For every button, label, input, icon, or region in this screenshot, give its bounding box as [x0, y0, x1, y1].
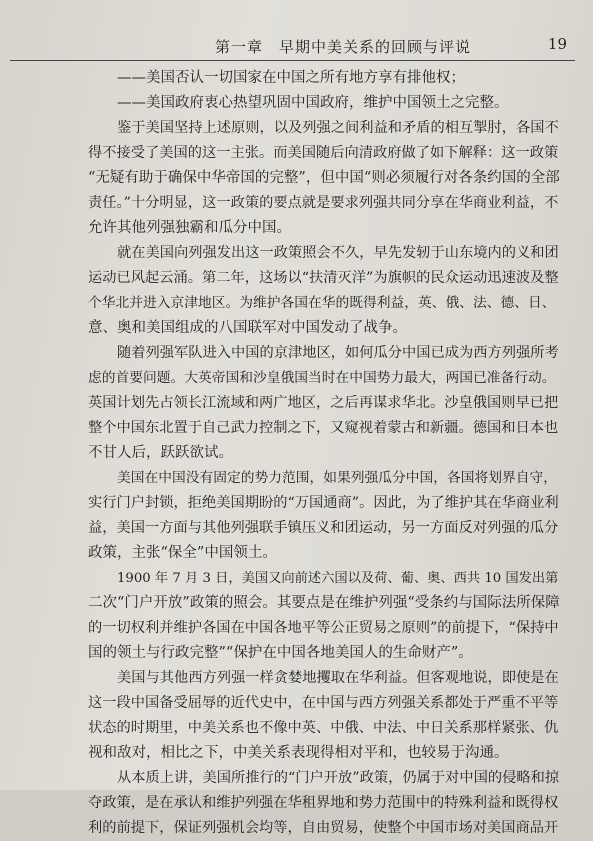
chapter-title: 第一章 早期中美关系的回顾与评说: [215, 38, 472, 56]
text-line: 的一切权利并维护各国在中国各地平等公正贸易之原则”的前提下，“保持中: [88, 620, 559, 636]
text-line: 夺政策，是在承认和维护列强在华租界地和势力范围中的特殊利益和既得权: [88, 795, 559, 811]
text-line: 允许其他列强独霸和瓜分中国。: [88, 220, 291, 236]
text-line: 益，美国一方面与其他列强联手镇压义和团运动，另一方面反对列强的瓜分: [88, 520, 559, 536]
text-line: 1900 年 7 月 3 日，美国又向前述六国以及荷、葡、奥、西共 10 国发出第: [117, 571, 559, 586]
body-text: [88, 66, 563, 841]
text-line: ——美国政府衷心热望巩固中国政府，维护中国领土之完整。: [117, 95, 509, 111]
text-line: 美国在中国没有固定的势力范围，如果列强瓜分中国，各国将划界自守，: [117, 470, 558, 486]
text-line: 英国计划先占领长江流域和两广地区，之后再谋求华北。沙皇俄国则早已把: [88, 395, 559, 411]
text-line: 个华北并进入京津地区。为维护各国在华的既得利益，英、俄、法、德、日、: [88, 295, 556, 311]
text-line: ——美国否认一切国家在中国之所有地方享有排他权；: [117, 70, 465, 86]
text-line: 国的领土与行政完整”“保护在中国各地美国人的生命财产”。: [88, 645, 473, 661]
text-line: 鉴于美国坚持上述原则，以及列强之间利益和矛盾的相互掣肘，各国不: [117, 120, 559, 136]
text-line: 不甘人后，跃跃欲试。: [88, 445, 233, 461]
text-line: 虑的首要问题。大英帝国和沙皇俄国当时在中国势力最大，两国已准备行动。: [88, 370, 556, 386]
text-line: 从本质上讲，美国所推行的“门户开放”政策，仍属于对中国的侵略和掠: [117, 770, 560, 786]
text-line: 政策，主张“保全”中国领土。: [88, 545, 277, 561]
text-line: 状态的时期里，中美关系也不像中英、中俄、中法、中日关系那样紧张、仇: [88, 720, 559, 736]
text-line: 随着列强军队进入中国的京津地区，如何瓜分中国已成为西方列强所考: [117, 345, 559, 361]
text-line: 责任。”十分明显，这一政策的要点就是要求列强共同分享在华商业利益，不: [88, 195, 559, 211]
text-line: 得不接受了美国的这一主张。而美国随后向清政府做了如下解释：这一政策: [88, 145, 559, 161]
text-line: 视和敌对，相比之下，中美关系表现得相对平和，也较易于沟通。: [88, 745, 509, 761]
text-line: 这一段中国备受屈辱的近代史中，在中国与西方列强关系都处于严重不平等: [88, 695, 559, 711]
text-line: “无疑有助于确保中华帝国的完整”，但中国“则必须履行对各条约国的全部: [88, 170, 560, 186]
text-line: 整个中国东北置于自己武力控制之下，又窥视着蒙古和新疆。德国和日本也: [88, 420, 559, 436]
text-line: 二次“门户开放”政策的照会。其要点是在维护列强“受条约与国际法所保障: [88, 595, 560, 611]
text-line: 美国与其他西方列强一样贪婪地攫取在华利益。但客观地说，即使是在: [117, 670, 559, 686]
running-header: [10, 36, 575, 61]
page-number: 19: [547, 35, 567, 53]
text-line: 实行门户封锁，拒绝美国期盼的“万国通商”。因此，为了维护其在华商业利: [88, 495, 559, 511]
text-line: 就在美国向列强发出这一政策照会不久，早先发轫于山东境内的义和团: [117, 245, 559, 261]
text-line: 利的前提下，保证列强机会均等，自由贸易，使整个中国市场对美国商品开: [88, 820, 559, 836]
text-line: 运动已风起云涌。第二年，这场以“扶清灭洋”为旗帜的民众运动迅速波及整: [88, 270, 559, 286]
text-line: 意、奥和美国组成的八国联军对中国发动了战争。: [88, 320, 407, 336]
